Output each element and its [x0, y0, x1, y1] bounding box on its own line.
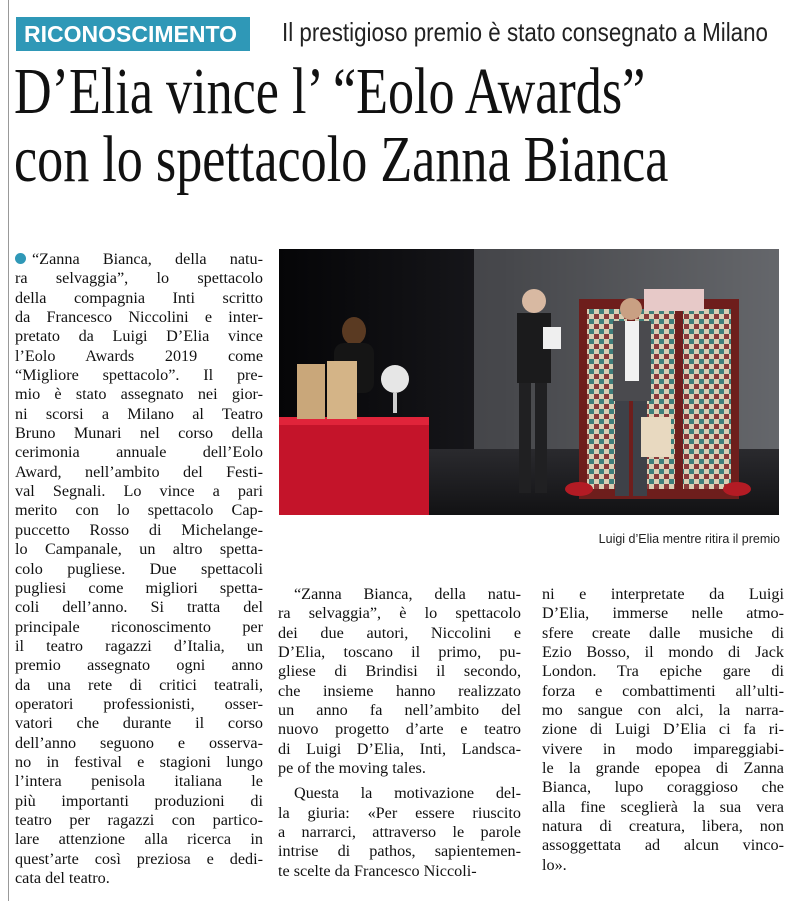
article-line: di Luigi D’Elia, Inti, Landsca- — [278, 739, 521, 758]
article-line: puccetto Rosso di Michelange- — [15, 520, 263, 539]
article-line: l’intera penisola italiana le — [15, 772, 263, 791]
article-line: merito con lo spettacolo Cap- — [15, 501, 263, 520]
article-line: nuovo progetto d’arte e teatro — [278, 720, 521, 739]
column-rule — [8, 0, 9, 901]
article-line: Ezio Bosso, il mondo di Jack — [542, 643, 784, 662]
article-line: quest’arte così preziosa e dedi- — [15, 849, 263, 868]
article-column-2 — [278, 585, 521, 881]
article-line: le la grande epopea di Zanna — [542, 759, 784, 778]
article-line: forza e combattimenti all’ulti- — [542, 681, 784, 700]
subheadline: Il prestigioso premio è stato consegnato a Milano — [282, 17, 768, 47]
article-line: coli dell’anno. Si tratta del — [15, 598, 263, 617]
article-line: che insieme hanno realizzato — [278, 681, 521, 700]
article-line: della compagnia Inti scritto — [15, 288, 263, 307]
article-line: Award, nell’ambito del Festi- — [15, 462, 263, 481]
article-line: pretato da Luigi D’Elia vince — [15, 327, 263, 346]
article-line: più importanti produzioni di — [15, 791, 263, 810]
article-line: assoggettata ad alcun vinco- — [542, 836, 784, 855]
article-line: ni e interpretate da Luigi — [542, 585, 784, 603]
article-line: Questa la motivazione del- — [294, 784, 521, 803]
article-line: la giuria: «Per essere riuscito — [278, 803, 521, 822]
article-line: operatori professionisti, osser- — [15, 694, 263, 713]
article-line: val Segnali. Lo vince a pari — [15, 482, 263, 501]
headline — [14, 55, 800, 196]
article-line: cerimonia annuale dell’Eolo — [15, 443, 263, 462]
article-line: “Zanna Bianca, della natu- — [294, 585, 521, 603]
article-line: mo sangue con alci, la narra- — [542, 701, 784, 720]
article-line: zione di Luigi D’Elia ci fa ri- — [542, 720, 784, 739]
photo-caption: Luigi d’Elia mentre ritira il premio — [598, 532, 780, 546]
headline-line-1: D’Elia vince l’ “Eolo Awards” — [14, 55, 646, 128]
article-line: a narrarci, attraverso le parole — [278, 823, 521, 842]
article-line-text: “Zanna Bianca, della natu- — [32, 250, 263, 268]
article-line: vatori che durante il corso — [15, 714, 263, 733]
article-line: D’Elia, toscano il primo, pu- — [278, 643, 521, 662]
article-line: alla fine sceglierà la sua vera — [542, 797, 784, 816]
article-line: teatro per ragazzi con partico- — [15, 810, 263, 829]
section-kicker: RICONOSCIMENTO — [16, 17, 250, 51]
article-line: cata del teatro. — [15, 869, 110, 887]
article-line: l’Eolo Awards 2019 come — [15, 346, 263, 365]
article-line: ra selvaggia”, è lo spettacolo — [278, 604, 521, 623]
article-line: colo pugliese. Due spettacoli — [15, 559, 263, 578]
article-line: pugliesi come migliori spetta- — [15, 578, 263, 597]
article-line: te scelte da Francesco Niccoli- — [278, 861, 477, 880]
article-line: da una rete di critici teatrali, — [15, 675, 263, 694]
article-line: principale riconoscimento per — [15, 617, 263, 636]
article-line: premio assegnato ogni anno — [15, 656, 263, 675]
article-line: sfere create dalle musiche di — [542, 623, 784, 642]
article-line: D’Elia, immerse nelle atmo- — [542, 604, 784, 623]
article-line: ni scorsi a Milano al Teatro — [15, 404, 263, 423]
article-line: un anno fa nell’ambito del — [278, 701, 521, 720]
article-line — [15, 250, 263, 269]
article-line: no in festival e stagioni lungo — [15, 752, 263, 771]
article-line: Bianca, lupo coraggioso che — [542, 778, 784, 797]
article-line: “Migliore spettacolo”. Il pre- — [15, 366, 263, 385]
stage-photo-illustration — [279, 249, 779, 515]
article-line: lo». — [542, 855, 567, 874]
article-line: intrise di pathos, sapientemen- — [278, 842, 521, 861]
bullet-icon — [15, 253, 26, 264]
article-line: gliese di Brindisi il secondo, — [278, 662, 521, 681]
article-line: lo Campanale, un altro spetta- — [15, 540, 263, 559]
article-line: dell’anno seguono e osserva- — [15, 733, 263, 752]
stage-photo — [279, 249, 779, 515]
headline-line-2: con lo spettacolo Zanna Bianca — [14, 123, 669, 196]
article-line: il teatro ragazzi d’Italia, un — [15, 636, 263, 655]
article-line: pe of the moving tales. — [278, 759, 426, 778]
article-line: London. Tra epiche gare di — [542, 662, 784, 681]
article-line: vivere in modo impareggiabi- — [542, 739, 784, 758]
article-line: natura di creatura, libera, non — [542, 817, 784, 836]
article-line: ra selvaggia”, lo spettacolo — [15, 269, 263, 288]
article-line: da Francesco Niccolini e inter- — [15, 308, 263, 327]
article-column-1 — [15, 250, 263, 888]
article-line: lare attenzione alla ricerca in — [15, 830, 263, 849]
article-line: Bruno Munari nel corso della — [15, 424, 263, 443]
article-column-3 — [542, 585, 784, 875]
article-line: mio è stato assegnato nei gior- — [15, 385, 263, 404]
article-line: dei due autori, Niccolini e — [278, 623, 521, 642]
